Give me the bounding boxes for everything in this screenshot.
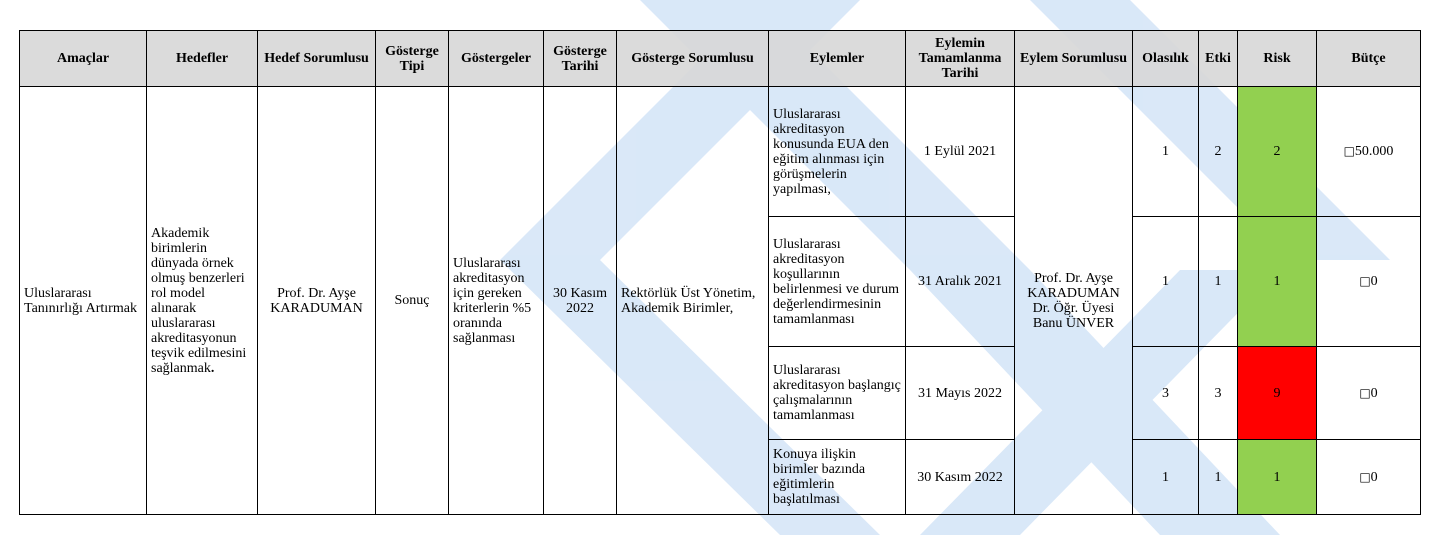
header-etki: Etki xyxy=(1199,31,1238,87)
strategic-plan-table xyxy=(19,30,1421,515)
risk-cell-4: 1 xyxy=(1238,440,1317,515)
olasilik-cell-1: 1 xyxy=(1133,87,1199,217)
currency-symbol-icon: □ xyxy=(1359,469,1371,484)
gosterge-sorumlusu-cell: Rektörlük Üst Yönetim, Akademik Birimler, xyxy=(617,87,769,515)
header-eylem-sorumlusu: Eylem Sorumlusu xyxy=(1015,31,1133,87)
etki-cell-3: 3 xyxy=(1199,347,1238,440)
butce-value-4: 0 xyxy=(1370,469,1378,485)
risk-cell-3: 9 xyxy=(1238,347,1317,440)
butce-value-3: 0 xyxy=(1370,385,1378,401)
header-gosterge-tarihi: Gösterge Tarihi xyxy=(544,31,617,87)
currency-symbol-icon: □ xyxy=(1359,274,1371,288)
olasilik-cell-3: 3 xyxy=(1133,347,1199,440)
header-gosterge-tipi: Gösterge Tipi xyxy=(376,31,449,87)
header-hedef-sorumlusu: Hedef Sorumlusu xyxy=(258,31,376,87)
header-hedefler: Hedefler xyxy=(147,31,258,87)
etki-cell-1: 2 xyxy=(1199,87,1238,217)
header-row xyxy=(20,31,1421,87)
olasilik-cell-4: 1 xyxy=(1133,440,1199,515)
tarih-cell-2: 31 Aralık 2021 xyxy=(906,217,1015,347)
gosterge-cell: Uluslararası akreditasyon için gereken kriterlerin %5 oranında sağlanması xyxy=(449,87,544,515)
eylem-cell-4: Konuya ilişkin birimler bazında eğitimlerin başlatılması xyxy=(769,440,906,515)
butce-cell-4 xyxy=(1317,440,1421,515)
table-row xyxy=(20,87,1421,217)
eylem-cell-1: Uluslararası akreditasyon konusunda EUA den eğitim alınması için görüşmelerin yapılması, xyxy=(769,87,906,217)
hedef-cell xyxy=(147,87,258,515)
hedef-sorumlusu-cell: Prof. Dr. Ayşe KARADUMAN xyxy=(258,87,376,515)
gosterge-tipi-cell: Sonuç xyxy=(376,87,449,515)
etki-cell-2: 1 xyxy=(1199,217,1238,347)
header-risk: Risk xyxy=(1238,31,1317,87)
risk-cell-2: 1 xyxy=(1238,217,1317,347)
butce-cell-3 xyxy=(1317,347,1421,440)
hedef-text: Akademik birimlerin dünyada örnek olmuş benzerleri rol model alınarak uluslararası akreditasyonun teşvik edilmesini sağlanmak xyxy=(151,225,247,376)
butce-value-2: 0 xyxy=(1370,274,1378,289)
hedef-suffix: . xyxy=(210,360,215,376)
risk-cell-1: 2 xyxy=(1238,87,1317,217)
gosterge-tarihi-cell: 30 Kasım 2022 xyxy=(544,87,617,515)
etki-cell-4: 1 xyxy=(1199,440,1238,515)
header-gostergeler: Göstergeler xyxy=(449,31,544,87)
tarih-cell-1: 1 Eylül 2021 xyxy=(906,87,1015,217)
butce-cell-1 xyxy=(1317,87,1421,217)
currency-symbol-icon: □ xyxy=(1343,144,1355,158)
eylem-sorumlusu-cell: Prof. Dr. Ayşe KARADUMAN Dr. Öğr. Üyesi Banu ÜNVER xyxy=(1015,87,1133,515)
header-eylemin-tamamlanma-tarihi: Eylemin Tamamlanma Tarihi xyxy=(906,31,1015,87)
header-olasilik: Olasılık xyxy=(1133,31,1199,87)
header-amaclar: Amaçlar xyxy=(20,31,147,87)
header-gosterge-sorumlusu: Gösterge Sorumlusu xyxy=(617,31,769,87)
header-butce: Bütçe xyxy=(1317,31,1421,87)
butce-cell-2 xyxy=(1317,217,1421,347)
olasilik-cell-2: 1 xyxy=(1133,217,1199,347)
header-eylemler: Eylemler xyxy=(769,31,906,87)
tarih-cell-4: 30 Kasım 2022 xyxy=(906,440,1015,515)
tarih-cell-3: 31 Mayıs 2022 xyxy=(906,347,1015,440)
eylem-cell-2: Uluslararası akreditasyon koşullarının belirlenmesi ve durum değerlendirmesinin tamamlanması xyxy=(769,217,906,347)
currency-symbol-icon: □ xyxy=(1359,385,1371,400)
butce-value-1: 50.000 xyxy=(1354,144,1394,159)
eylem-cell-3: Uluslararası akreditasyon başlangıç çalışmalarının tamamlanması xyxy=(769,347,906,440)
amac-cell: Uluslararası Tanınırlığı Artırmak xyxy=(20,87,147,515)
